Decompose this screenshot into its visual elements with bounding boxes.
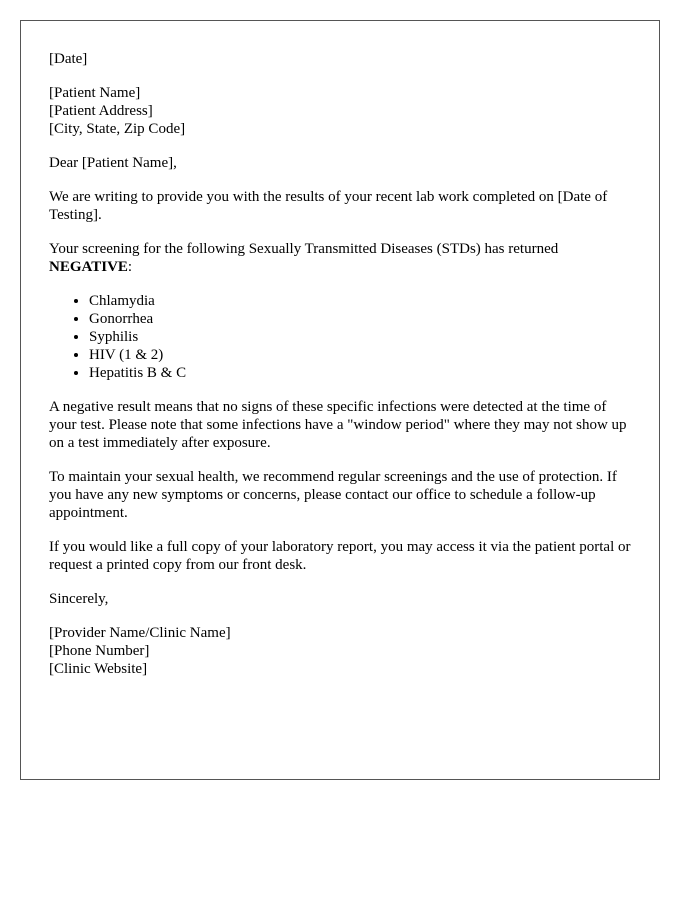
phone-number: [Phone Number] bbox=[49, 643, 150, 659]
list-item: • Chlamydia bbox=[89, 292, 631, 310]
report-access-paragraph: If you would like a full copy of your laboratory report, you may access it via the patient portal or request a printed copy from our front desk. bbox=[49, 539, 631, 573]
recipient-address: [Patient Address] bbox=[49, 103, 153, 119]
screening-result: NEGATIVE bbox=[49, 259, 128, 275]
provider-name: [Provider Name/Clinic Name] bbox=[49, 625, 231, 641]
recipient-city-state-zip: [City, State, Zip Code] bbox=[49, 121, 186, 137]
recommendation-paragraph: To maintain your sexual health, we recommend regular screenings and the use of protection. If you have any new symptoms or concerns, please contact our office to schedule a follow-up appointment. bbox=[49, 469, 617, 521]
screening-paragraph bbox=[49, 240, 631, 276]
screening-text: Your screening for the following Sexually Transmitted Diseases (STDs) has returned bbox=[49, 241, 559, 257]
negative-explanation-paragraph: A negative result means that no signs of these specific infections were detected at the time of your test. Please note that some infections have a "window period" where they may not show up on a test immediately after exposure. bbox=[49, 399, 627, 451]
salutation: Dear [Patient Name], bbox=[49, 155, 177, 171]
disease-list bbox=[49, 292, 631, 382]
signature-block bbox=[49, 624, 631, 678]
letter-page bbox=[20, 20, 660, 780]
clinic-website: [Clinic Website] bbox=[49, 661, 148, 677]
closing: Sincerely, bbox=[49, 591, 109, 607]
list-item: • Syphilis bbox=[89, 328, 631, 346]
list-item: • HIV (1 & 2) bbox=[89, 346, 631, 364]
recipient-name: [Patient Name] bbox=[49, 85, 141, 101]
intro-paragraph: We are writing to provide you with the results of your recent lab work completed on [Date of Testing]. bbox=[49, 189, 608, 223]
list-item: • Gonorrhea bbox=[89, 310, 631, 328]
recipient-address-block bbox=[49, 84, 631, 138]
screening-colon: : bbox=[127, 259, 133, 275]
letter-date: [Date] bbox=[49, 51, 88, 67]
list-item: • Hepatitis B & C bbox=[89, 364, 631, 382]
